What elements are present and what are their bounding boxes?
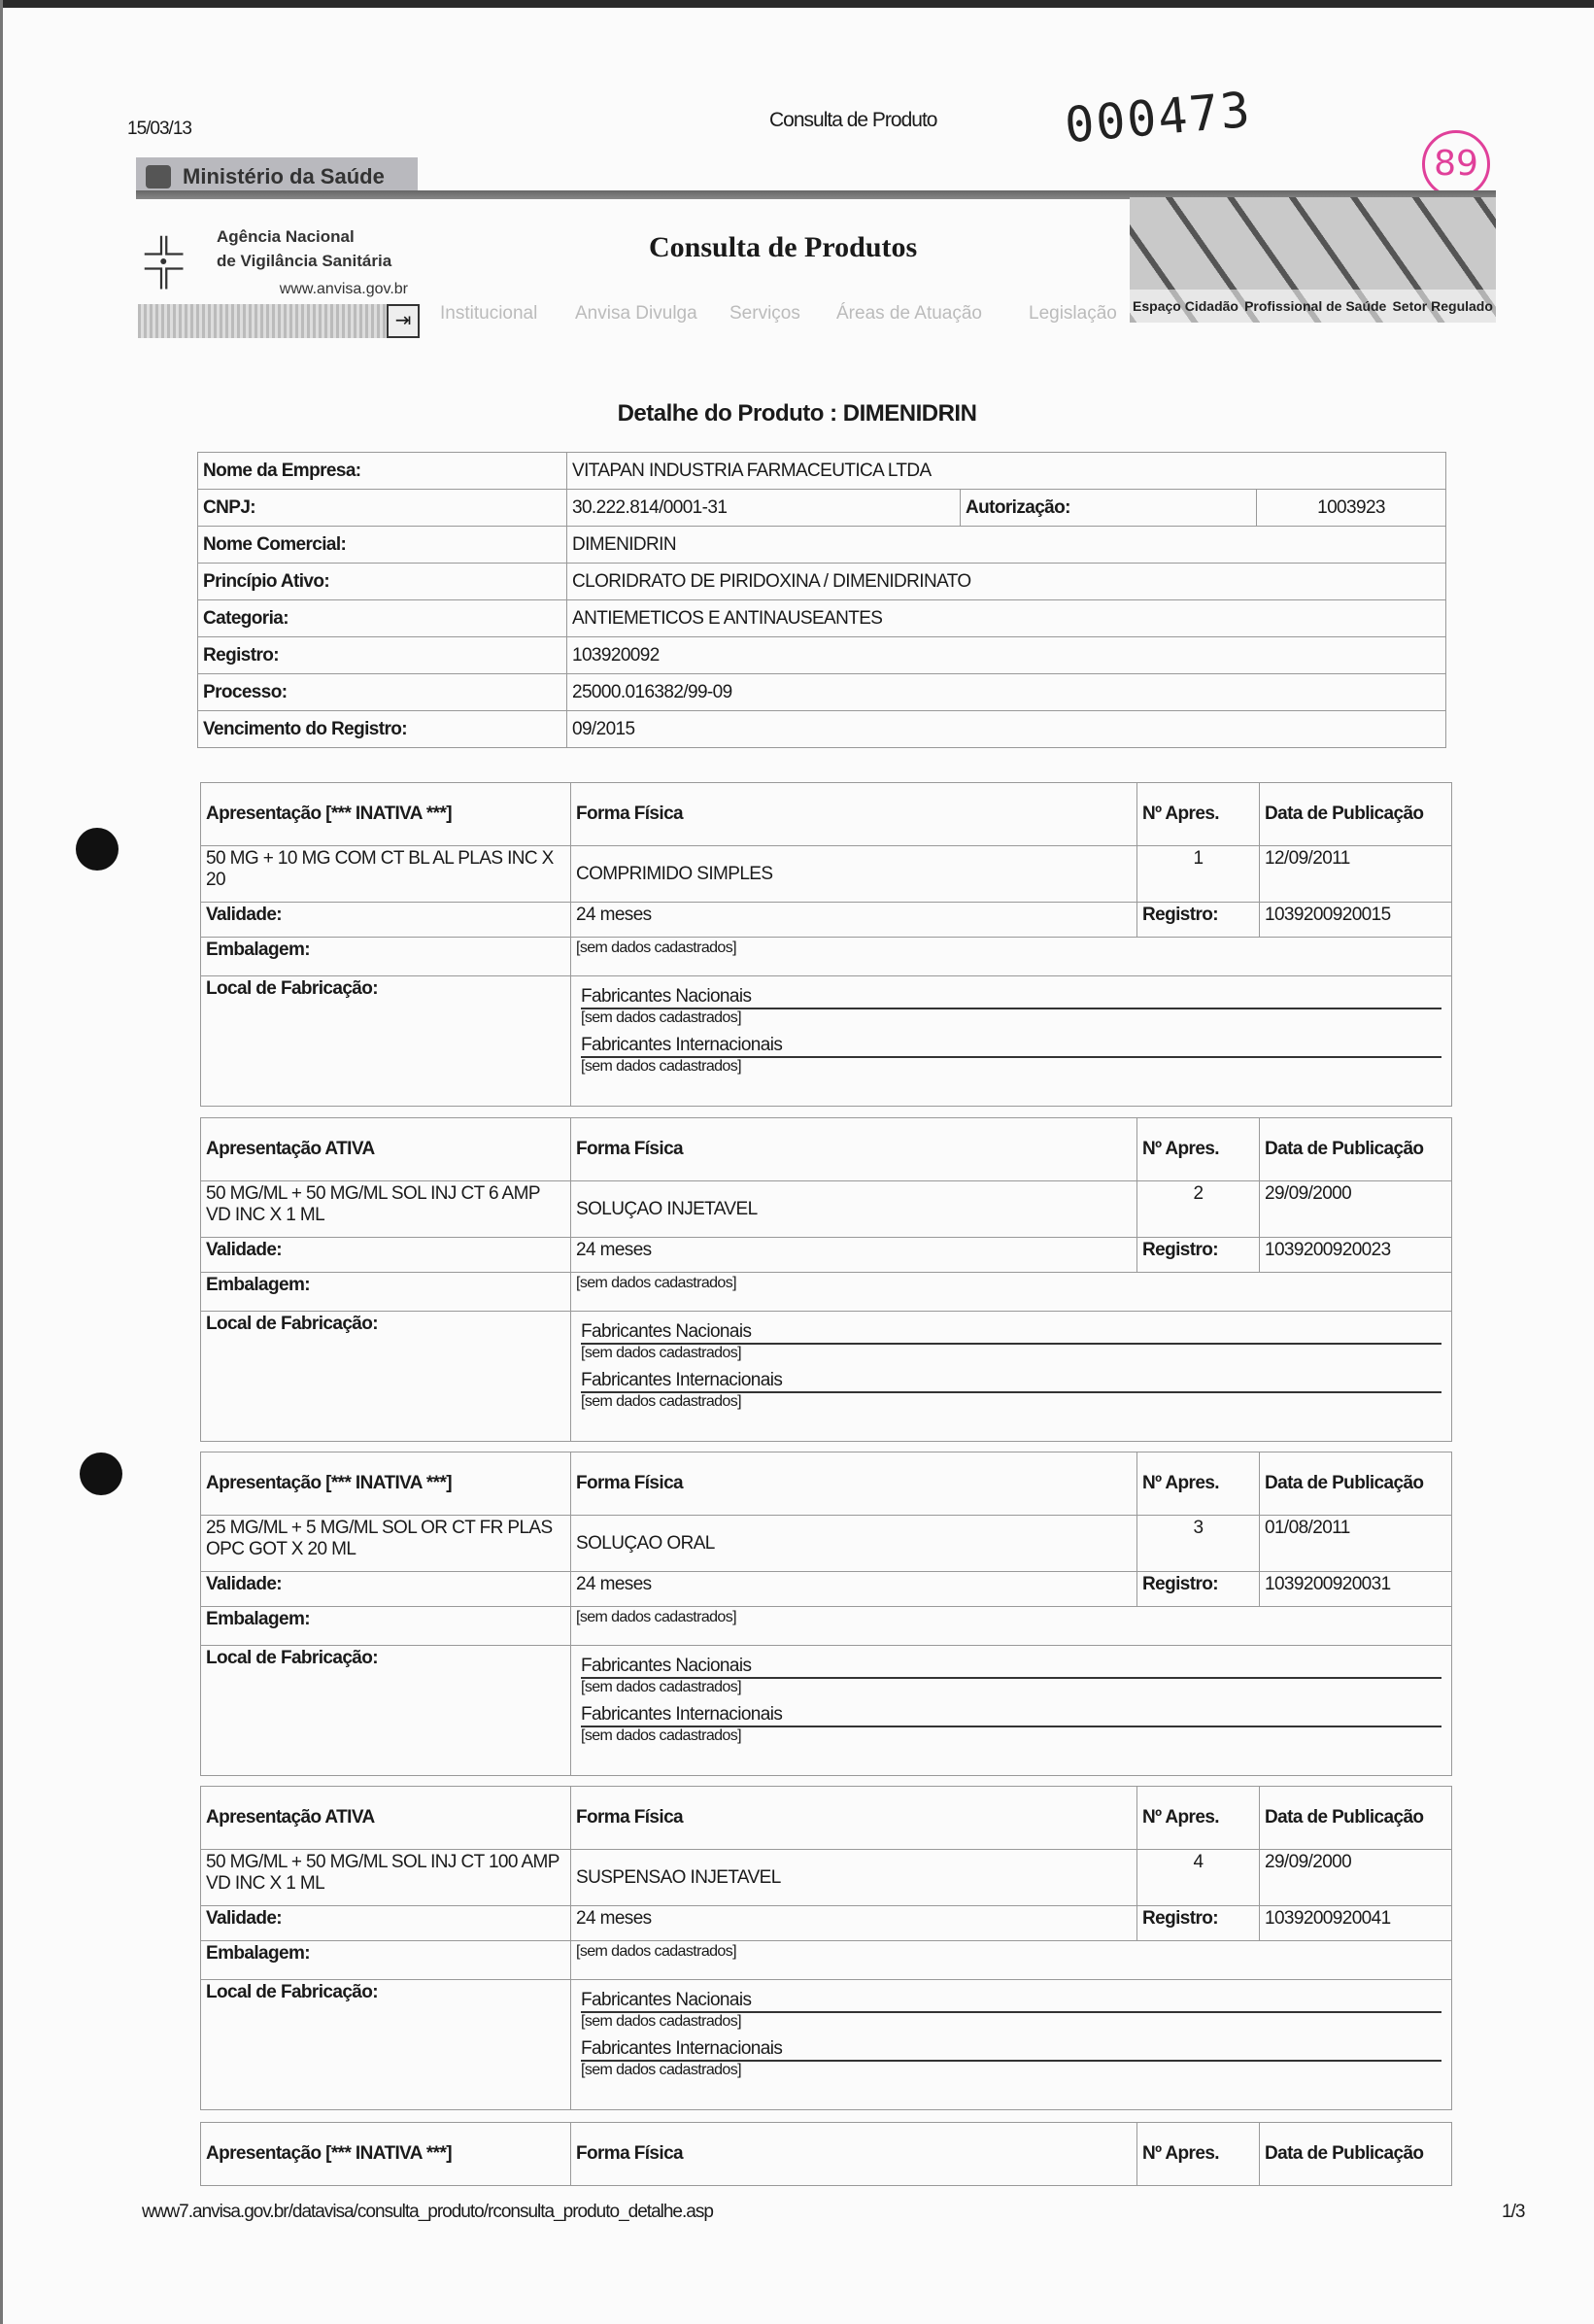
- punch-hole: [76, 828, 119, 871]
- embalagem-label: Embalagem:: [201, 1607, 571, 1646]
- validade-value: 24 meses: [571, 1906, 1137, 1941]
- scan-edge: [0, 0, 1594, 8]
- registro-value: 103920092: [567, 637, 1446, 674]
- num-value: 1: [1137, 846, 1260, 903]
- local-label: Local de Fabricação:: [201, 976, 571, 1107]
- validade-label: Validade:: [201, 1572, 571, 1607]
- num-header: Nº Apres.: [1137, 783, 1260, 846]
- agency-line2: de Vigilância Sanitária: [217, 252, 392, 270]
- forma-value: SUSPENSAO INJETAVEL: [571, 1850, 1137, 1906]
- presentation-header: Apresentação [*** INATIVA ***]: [201, 2123, 571, 2186]
- ministry-logo-icon: [146, 165, 171, 188]
- num-header: Nº Apres.: [1137, 1118, 1260, 1181]
- fabricantes-internacionais-heading: Fabricantes Internacionais: [581, 1027, 1441, 1058]
- label: Princípio Ativo:: [198, 564, 567, 600]
- data-header: Data de Publicação: [1260, 783, 1452, 846]
- fabricantes-nacionais-value: [sem dados cadastrados]: [581, 1009, 741, 1026]
- data-header: Data de Publicação: [1260, 2123, 1452, 2186]
- empresa-value: VITAPAN INDUSTRIA FARMACEUTICA LTDA: [567, 453, 1446, 490]
- processo-value: 25000.016382/99-09: [567, 674, 1446, 711]
- agency-url: www.anvisa.gov.br: [279, 281, 408, 297]
- presentation-header: Apresentação ATIVA: [201, 1118, 571, 1181]
- registro-value: 1039200920023: [1260, 1238, 1452, 1273]
- label: Registro:: [198, 637, 567, 674]
- num-value: 2: [1137, 1181, 1260, 1238]
- data-value: 29/09/2000: [1260, 1850, 1452, 1906]
- validade-label: Validade:: [201, 903, 571, 938]
- registro-value: 1039200920041: [1260, 1906, 1452, 1941]
- local-label: Local de Fabricação:: [201, 1646, 571, 1776]
- anvisa-mark-icon: [141, 222, 185, 300]
- banner-link-profissional[interactable]: Profissional de Saúde: [1244, 298, 1387, 314]
- num-header: Nº Apres.: [1137, 2123, 1260, 2186]
- forma-header: Forma Física: [571, 2123, 1137, 2186]
- validade-label: Validade:: [201, 1906, 571, 1941]
- presentation-block: [200, 1452, 1452, 1776]
- registro-value: 1039200920031: [1260, 1572, 1452, 1607]
- data-value: 12/09/2011: [1260, 846, 1452, 903]
- data-value: 01/08/2011: [1260, 1516, 1452, 1572]
- presentation-block: [200, 1117, 1452, 1442]
- nav-servicos[interactable]: Serviços: [729, 303, 800, 324]
- fabricantes-internacionais-heading: Fabricantes Internacionais: [581, 1696, 1441, 1727]
- embalagem-label: Embalagem:: [201, 1273, 571, 1312]
- registro-label: Registro:: [1137, 1572, 1260, 1607]
- num-header: Nº Apres.: [1137, 1787, 1260, 1850]
- presentation-description: 50 MG/ML + 50 MG/ML SOL INJ CT 6 AMP VD INC X 1 ML: [201, 1181, 571, 1238]
- nav-anvisa-divulga[interactable]: Anvisa Divulga: [575, 303, 697, 324]
- presentation-description: 50 MG/ML + 50 MG/ML SOL INJ CT 100 AMP VD INC X 1 ML: [201, 1850, 571, 1906]
- principio-value: CLORIDRATO DE PIRIDOXINA / DIMENIDRINATO: [567, 564, 1446, 600]
- page-mark-circle: 89: [1422, 130, 1490, 198]
- embalagem-value: [sem dados cadastrados]: [571, 1941, 1452, 1980]
- embalagem-value: [sem dados cadastrados]: [571, 1607, 1452, 1646]
- validade-value: 24 meses: [571, 1572, 1137, 1607]
- data-value: 29/09/2000: [1260, 1181, 1452, 1238]
- embalagem-value: [sem dados cadastrados]: [571, 938, 1452, 976]
- registro-value: 1039200920015: [1260, 903, 1452, 938]
- ministry-label: Ministério da Saúde: [183, 164, 385, 188]
- forma-header: Forma Física: [571, 1118, 1137, 1181]
- punch-hole: [80, 1452, 122, 1495]
- local-label: Local de Fabricação:: [201, 1312, 571, 1442]
- fabricantes-nacionais-heading: Fabricantes Nacionais: [581, 1982, 1441, 2013]
- fabricantes-nacionais-heading: Fabricantes Nacionais: [581, 1314, 1441, 1345]
- num-value: 3: [1137, 1516, 1260, 1572]
- presentation-block: [200, 1786, 1452, 2110]
- enter-arrow-icon[interactable]: ⇥: [387, 304, 420, 338]
- search-bar[interactable]: [138, 304, 420, 338]
- label: Autorização:: [961, 490, 1257, 527]
- page-heading: Consulta de Produtos: [649, 231, 918, 263]
- local-label: Local de Fabricação:: [201, 1980, 571, 2110]
- registro-label: Registro:: [1137, 903, 1260, 938]
- label: CNPJ:: [198, 490, 567, 527]
- forma-header: Forma Física: [571, 1452, 1137, 1516]
- validade-value: 24 meses: [571, 903, 1137, 938]
- categoria-value: ANTIEMETICOS E ANTINAUSEANTES: [567, 600, 1446, 637]
- data-header: Data de Publicação: [1260, 1118, 1452, 1181]
- presentation-partial: [200, 2122, 1452, 2186]
- validade-label: Validade:: [201, 1238, 571, 1273]
- presentation-description: 50 MG + 10 MG COM CT BL AL PLAS INC X 20: [201, 846, 571, 903]
- validade-value: 24 meses: [571, 1238, 1137, 1273]
- fabricantes-internacionais-value: [sem dados cadastrados]: [581, 2062, 741, 2078]
- cnpj-value: 30.222.814/0001-31: [567, 490, 961, 527]
- num-value: 4: [1137, 1850, 1260, 1906]
- banner-link-setor[interactable]: Setor Regulado: [1392, 298, 1493, 314]
- fabricantes-nacionais-heading: Fabricantes Nacionais: [581, 978, 1441, 1009]
- fabricantes-nacionais-value: [sem dados cadastrados]: [581, 1679, 741, 1695]
- forma-header: Forma Física: [571, 1787, 1137, 1850]
- vencimento-value: 09/2015: [567, 711, 1446, 748]
- agency-line1: Agência Nacional: [217, 227, 355, 246]
- fabricantes-internacionais-value: [sem dados cadastrados]: [581, 1393, 741, 1410]
- nav-legislacao[interactable]: Legislação: [1029, 303, 1117, 324]
- data-header: Data de Publicação: [1260, 1787, 1452, 1850]
- label: Nome Comercial:: [198, 527, 567, 564]
- data-header: Data de Publicação: [1260, 1452, 1452, 1516]
- forma-header: Forma Física: [571, 783, 1137, 846]
- nome-value: DIMENIDRIN: [567, 527, 1446, 564]
- num-header: Nº Apres.: [1137, 1452, 1260, 1516]
- label: Categoria:: [198, 600, 567, 637]
- registro-label: Registro:: [1137, 1238, 1260, 1273]
- label: Vencimento do Registro:: [198, 711, 567, 748]
- footer-page: 1/3: [1502, 2202, 1525, 2222]
- label: Processo:: [198, 674, 567, 711]
- fabricantes-nacionais-heading: Fabricantes Nacionais: [581, 1648, 1441, 1679]
- scan-edge: [0, 0, 3, 2324]
- presentation-header: Apresentação [*** INATIVA ***]: [201, 1452, 571, 1516]
- embalagem-value: [sem dados cadastrados]: [571, 1273, 1452, 1312]
- fabricantes-internacionais-value: [sem dados cadastrados]: [581, 1058, 741, 1075]
- nav-institucional[interactable]: Institucional: [440, 303, 538, 324]
- fabricantes-nacionais-value: [sem dados cadastrados]: [581, 1345, 741, 1361]
- print-date: 15/03/13: [127, 119, 191, 139]
- fabricantes-nacionais-value: [sem dados cadastrados]: [581, 2013, 741, 2030]
- banner-link-cidadao[interactable]: Espaço Cidadão: [1133, 298, 1238, 314]
- fabricantes-internacionais-value: [sem dados cadastrados]: [581, 1727, 741, 1744]
- product-table: [197, 452, 1446, 748]
- banner-image: [1130, 197, 1496, 323]
- registro-label: Registro:: [1137, 1906, 1260, 1941]
- fabricantes-internacionais-heading: Fabricantes Internacionais: [581, 1362, 1441, 1393]
- forma-value: SOLUÇAO INJETAVEL: [571, 1181, 1137, 1238]
- forma-value: COMPRIMIDO SIMPLES: [571, 846, 1137, 903]
- fabricantes-internacionais-heading: Fabricantes Internacionais: [581, 2031, 1441, 2062]
- footer-url: www7.anvisa.gov.br/datavisa/consulta_produto/rconsulta_produto_detalhe.asp: [142, 2202, 713, 2222]
- presentation-block: [200, 782, 1452, 1107]
- nav-areas-atuacao[interactable]: Áreas de Atuação: [836, 303, 982, 324]
- autorizacao-value: 1003923: [1257, 490, 1446, 527]
- anvisa-logo[interactable]: [141, 222, 418, 304]
- print-title: Consulta de Produto: [769, 109, 937, 131]
- detail-title: Detalhe do Produto : DIMENIDRIN: [617, 400, 977, 427]
- presentation-header: Apresentação [*** INATIVA ***]: [201, 783, 571, 846]
- forma-value: SOLUÇAO ORAL: [571, 1516, 1137, 1572]
- label: Nome da Empresa:: [198, 453, 567, 490]
- embalagem-label: Embalagem:: [201, 1941, 571, 1980]
- embalagem-label: Embalagem:: [201, 938, 571, 976]
- presentation-header: Apresentação ATIVA: [201, 1787, 571, 1850]
- presentation-description: 25 MG/ML + 5 MG/ML SOL OR CT FR PLAS OPC GOT X 20 ML: [201, 1516, 571, 1572]
- stamp-number: 000473: [1062, 81, 1254, 154]
